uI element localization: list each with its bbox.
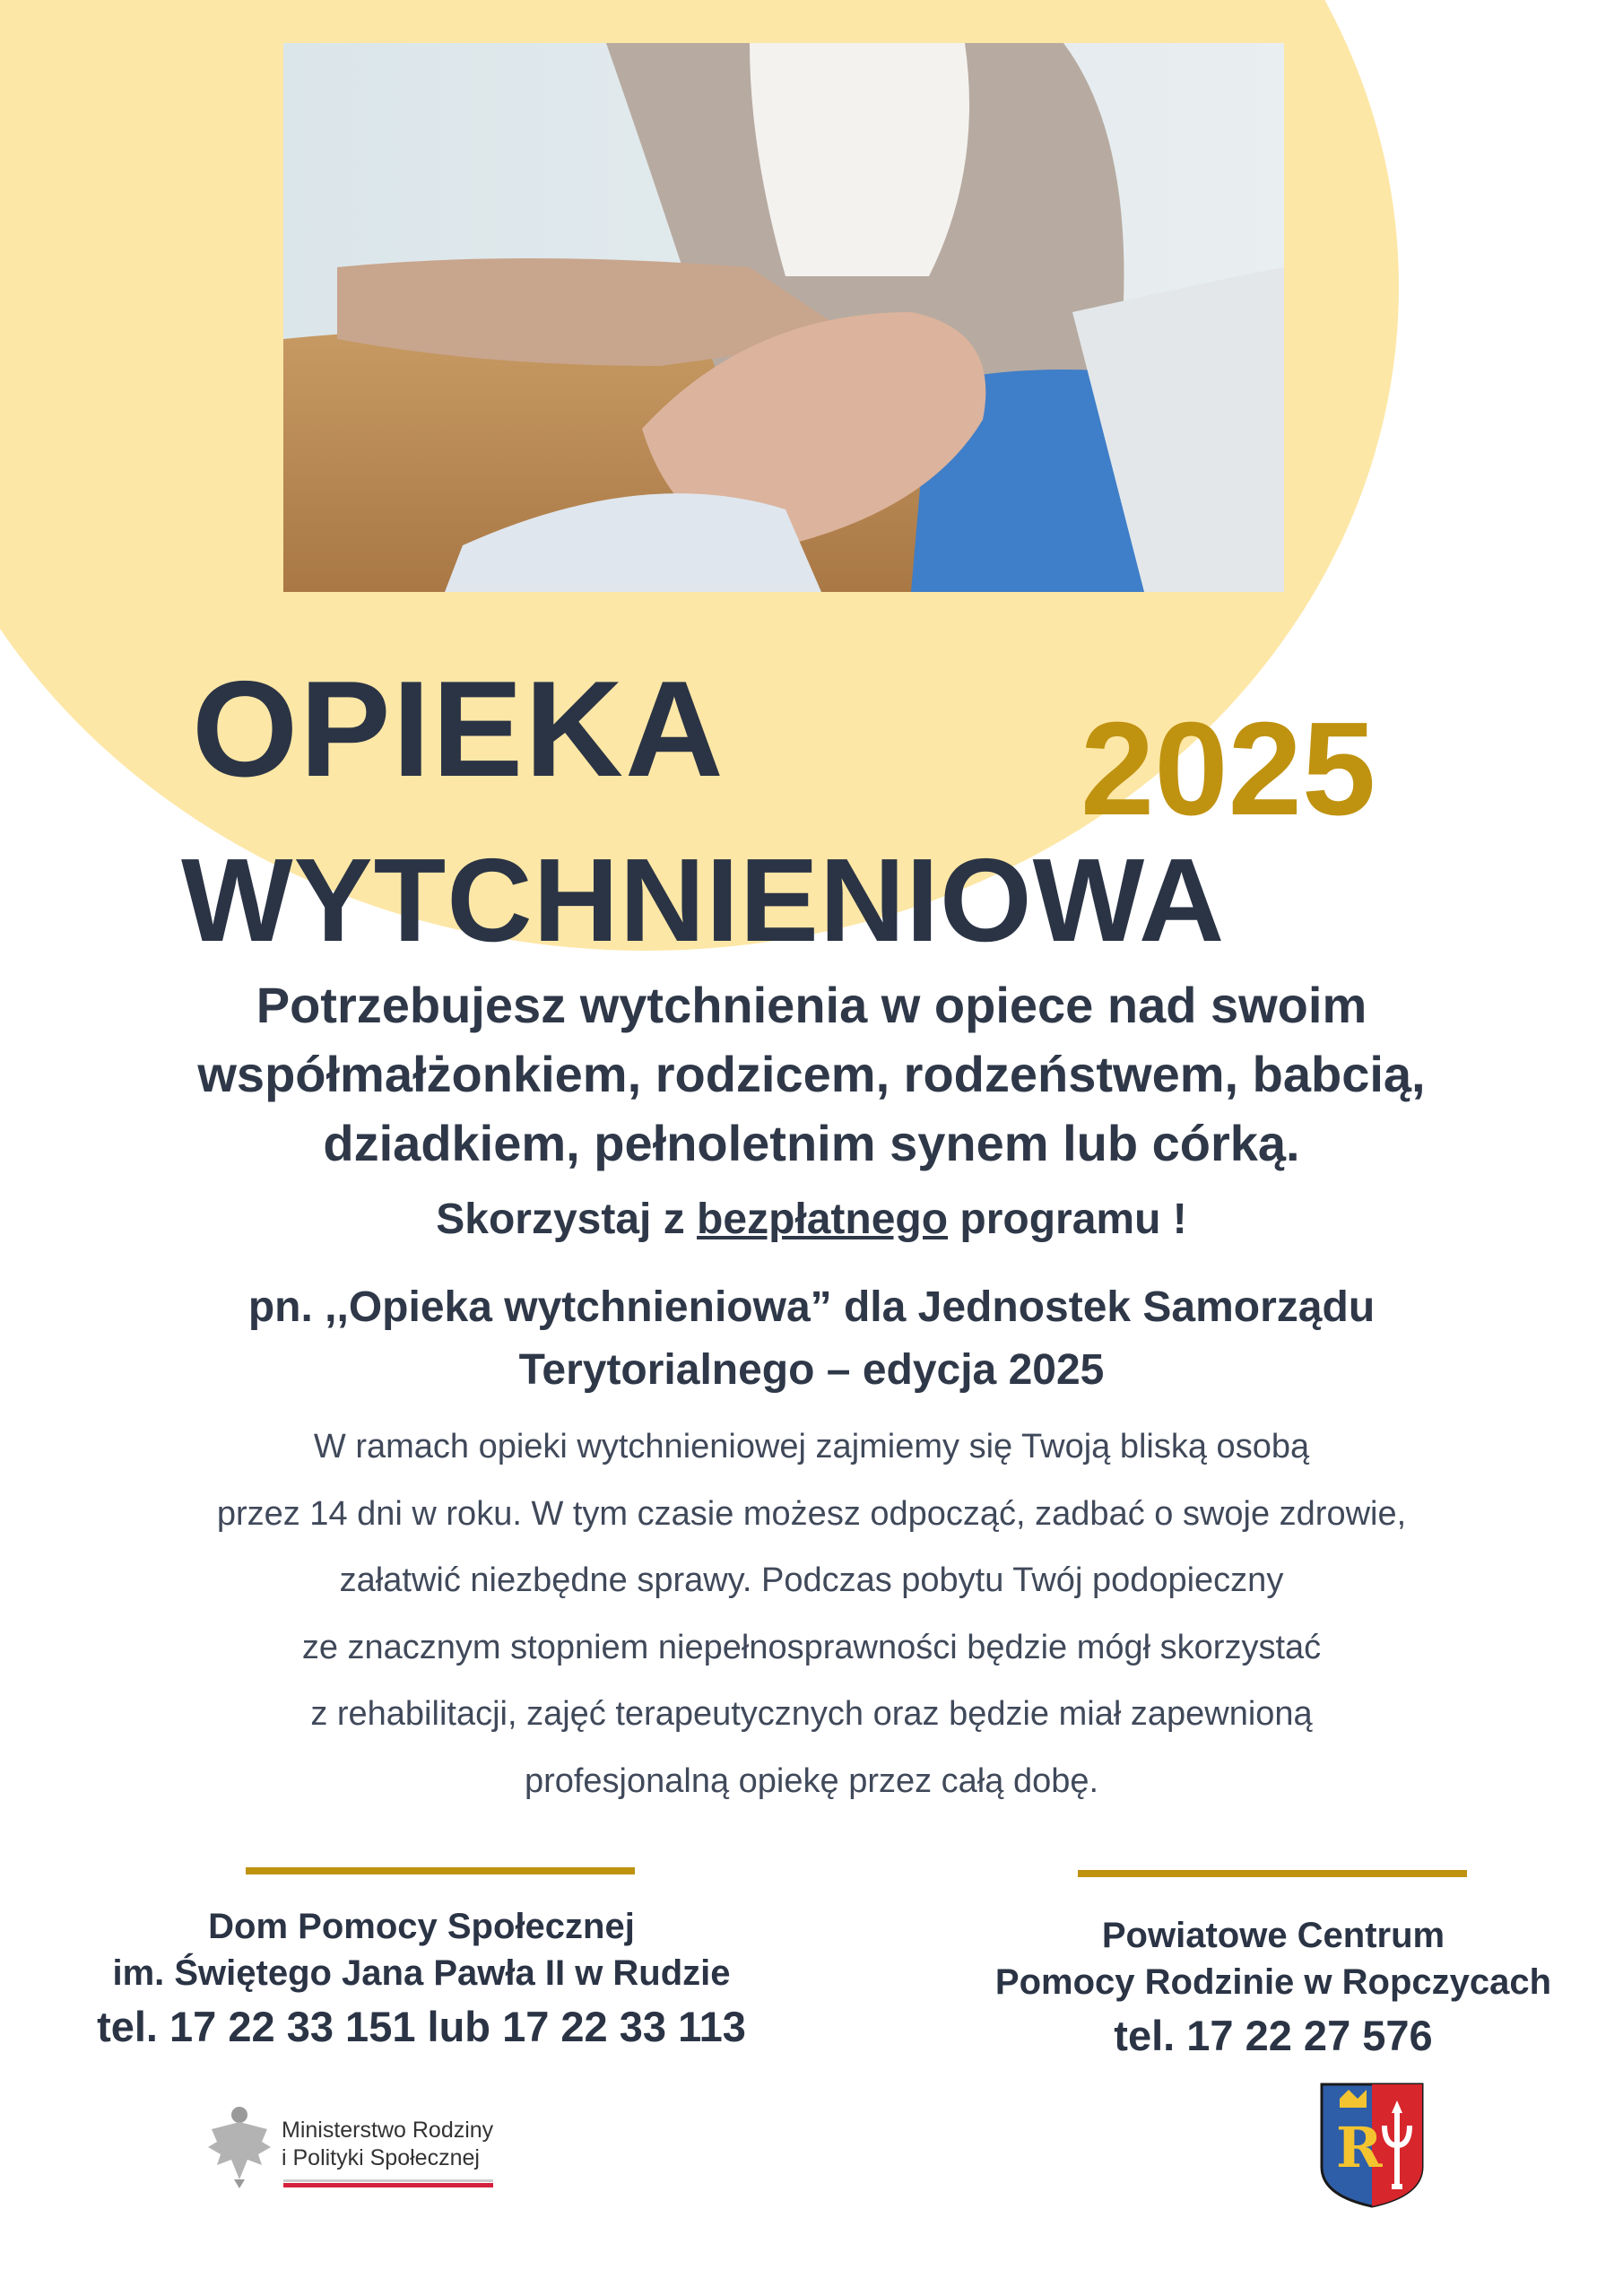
svg-text:R: R	[1336, 2115, 1383, 2180]
contact-phone: tel. 17 22 27 576	[1114, 2012, 1433, 2059]
contact-name: im. Świętego Jana Pawła II w Rudzie	[112, 1953, 731, 1993]
description-line: ze znacznym stopniem niepełnosprawności będzie mógł skorzystać	[301, 1628, 1322, 1666]
ministry-logo	[204, 2093, 509, 2201]
hero-photo	[283, 43, 1284, 592]
cta-text: programu !	[948, 1196, 1187, 1243]
description-line: W ramach opieki wytchnieniowej zajmiemy się Twoją bliską osobą	[313, 1428, 1310, 1465]
contact-left	[18, 1903, 825, 2054]
title-year: 2025	[1081, 695, 1376, 843]
lead-line: współmałżonkiem, rodzicem, rodzeństwem, babcią,	[197, 1046, 1426, 1102]
ministry-name	[282, 2117, 493, 2172]
description	[0, 1413, 1623, 1815]
cta-emphasis: bezpłatnego	[697, 1196, 949, 1243]
flag-red-bar	[283, 2183, 493, 2187]
title-line-1: OPIEKA	[192, 653, 725, 805]
description-line: załatwić niezbędne sprawy. Podczas pobytu Twój podopieczny	[339, 1561, 1284, 1600]
cta-text: Skorzystaj z	[436, 1196, 698, 1243]
description-line: profesjonalną opiekę przez całą dobę.	[524, 1761, 1099, 1800]
ministry-line: i Polityki Społecznej	[282, 2145, 480, 2170]
county-crest-icon	[1318, 2081, 1426, 2210]
lead-line: Potrzebujesz wytchnienia w opiece nad swoim	[256, 977, 1367, 1033]
description-line: przez 14 dni w roku. W tym czasie możesz odpocząć, zadbać o swoje zdrowie,	[216, 1494, 1407, 1533]
program-line: Terytorialnego – edycja 2025	[518, 1346, 1105, 1394]
call-to-action	[0, 1195, 1623, 1244]
lead-line: dziadkiem, pełnoletnim synem lub córką.	[323, 1115, 1300, 1171]
divider-left	[246, 1867, 635, 1874]
contact-phone: tel. 17 22 33 151 lub 17 22 33 113	[97, 2003, 746, 2050]
contact-name: Pomocy Rodzinie w Ropczycach	[994, 1962, 1552, 2002]
program-name	[0, 1276, 1623, 1402]
flag-white-bar	[283, 2179, 493, 2182]
contact-right	[906, 1912, 1623, 2063]
contact-name: Dom Pomocy Społecznej	[208, 1907, 635, 1946]
title-line-2: WYTCHNIENIOWA	[181, 834, 1226, 966]
lead-text	[0, 970, 1623, 1178]
contact-name: Powiatowe Centrum	[1101, 1916, 1445, 1955]
program-line: pn. ,,Opieka wytchnieniowa” dla Jednostek Samorządu	[247, 1283, 1376, 1331]
ministry-line: Ministerstwo Rodziny	[282, 2118, 494, 2143]
description-line: z rehabilitacji, zajęć terapeutycznych oraz będzie miał zapewnioną	[310, 1695, 1313, 1734]
divider-right	[1078, 1870, 1467, 1877]
eagle-emblem-icon	[204, 2102, 274, 2188]
